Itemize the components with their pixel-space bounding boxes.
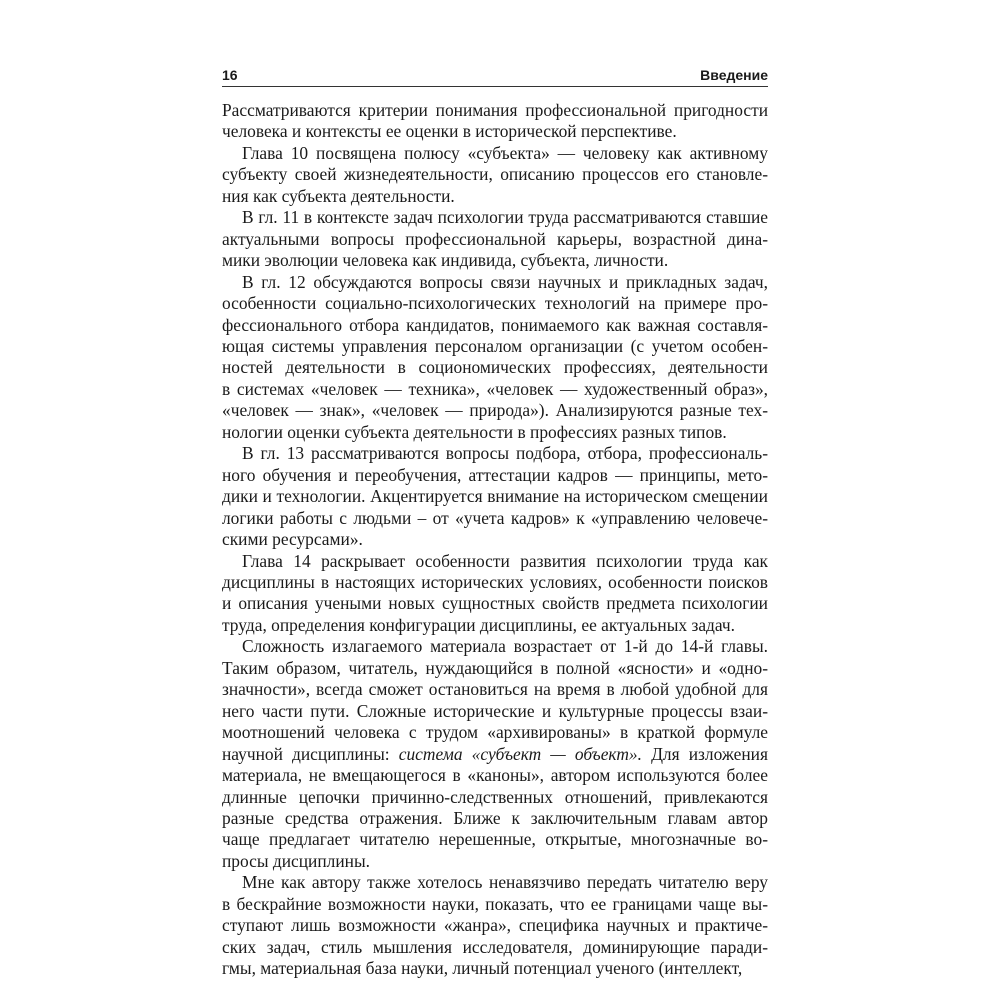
text-line: фессионального отбора кандидатов, понимаемого как важная составля- [222, 314, 768, 335]
text-line: ностей деятельности в социономических профессиях, деятельности [222, 357, 768, 378]
text-line: В гл. 11 в контексте задач психологии труда рассматриваются ставшие [242, 207, 768, 228]
text-line: ступают лишь возможности «жанра», специфика научных и практиче- [222, 915, 768, 936]
running-header [222, 64, 768, 87]
text-line: дисциплины в настоящих исторических условиях, особенности поисков [222, 571, 768, 592]
text-line: актуальными вопросы профессиональной карьеры, возрастной дина- [222, 228, 768, 249]
text-line: Глава 10 посвящена полюсу «субъекта» — человеку как активному [242, 142, 768, 163]
page-number: 16 [222, 67, 238, 83]
text-line: материала, не вмещающегося в «каноны», автором используются более [222, 765, 768, 786]
text-line: ния как субъекта деятельности. [222, 185, 455, 206]
section-title: Введение [700, 67, 768, 83]
paragraph [222, 143, 768, 207]
text-line: ских задач, стиль мышления исследователя, доминирующие паради- [222, 936, 768, 957]
text-line: него части пути. Сложные исторические и культурные процессы взаи- [222, 700, 768, 721]
paragraph [222, 100, 768, 143]
paragraph [222, 551, 768, 637]
text-line: просы дисциплины. [222, 850, 370, 871]
text-line: В гл. 13 рассматриваются вопросы подбора, отбора, профессиональ- [242, 443, 768, 464]
text-line: труда, определения конфигурации дисциплины, ее актуальных задач. [222, 614, 735, 635]
text-line: Мне как автору также хотелось ненавязчиво передать читателю веру [242, 872, 768, 893]
text-line: в бескрайние возможности науки, показать, что ее границами чаще вы- [222, 893, 768, 914]
paragraph [222, 272, 768, 444]
paragraph [222, 207, 768, 271]
text-line: Таким образом, читатель, нуждающийся в полной «ясности» и «одно- [222, 657, 768, 678]
text-line: ного обучения и переобучения, аттестации кадров — принципы, мето- [222, 464, 768, 485]
text-line: логики работы с людьми – от «учета кадров» к «управлению человече- [222, 507, 768, 528]
italic-phrase: система «субъект — объект». [398, 743, 642, 764]
paragraph [222, 872, 768, 979]
text-line: субъекту своей жизнедеятельности, описанию процессов его становле- [222, 164, 768, 185]
text-line: Глава 14 раскрывает особенности развития психологии труда как [242, 550, 768, 571]
text-line: значности», всегда сможет остановиться на время в любой удобной для [222, 679, 768, 700]
text-line: дики и технологии. Акцентируется внимание на историческом смещении [222, 486, 768, 507]
text-line: гмы, материальная база науки, личный потенциал ученого (интеллект, [222, 958, 743, 979]
text-line: ющая системы управления персоналом организации (с учетом особен- [222, 335, 768, 356]
text-line: Сложность излагаемого материала возрастает от 1-й до 14-й главы. [242, 636, 768, 657]
text-line: научной дисциплины: система «субъект — объект». Для изложения [222, 743, 768, 764]
text-line: особенности социально-психологических технологий на примере про- [222, 293, 768, 314]
text-line: «человек — знак», «человек — природа»). Анализируются разные тех- [222, 400, 768, 421]
text-line: разные средства отражения. Ближе к заключительным главам автор [222, 807, 768, 828]
paragraph [222, 443, 768, 550]
text-line: чаще предлагает читателю нерешенные, открытые, многозначные во- [222, 829, 768, 850]
text-line: человека и контексты ее оценки в исторической перспективе. [222, 121, 677, 142]
text-line: длинные цепочки причинно-следственных отношений, привлекаются [222, 786, 768, 807]
text-line: скими ресурсами». [222, 529, 363, 550]
body-text [222, 100, 768, 980]
text-line: мики эволюции человека как индивида, субъекта, личности. [222, 250, 669, 271]
text-line: Рассматриваются критерии понимания профессиональной пригодности [222, 100, 768, 120]
paragraph [222, 636, 768, 872]
text-line: моотношений человека с трудом «архивированы» в краткой формуле [222, 722, 768, 743]
text-line: и описания учеными новых сущностных свойств предмета психологии [222, 593, 768, 614]
text-line: нологии оценки субъекта деятельности в профессиях разных типов. [222, 421, 727, 442]
text-line: в системах «человек — техника», «человек — художественный образ», [222, 378, 768, 399]
text-line: В гл. 12 обсуждаются вопросы связи научных и прикладных задач, [242, 271, 768, 292]
